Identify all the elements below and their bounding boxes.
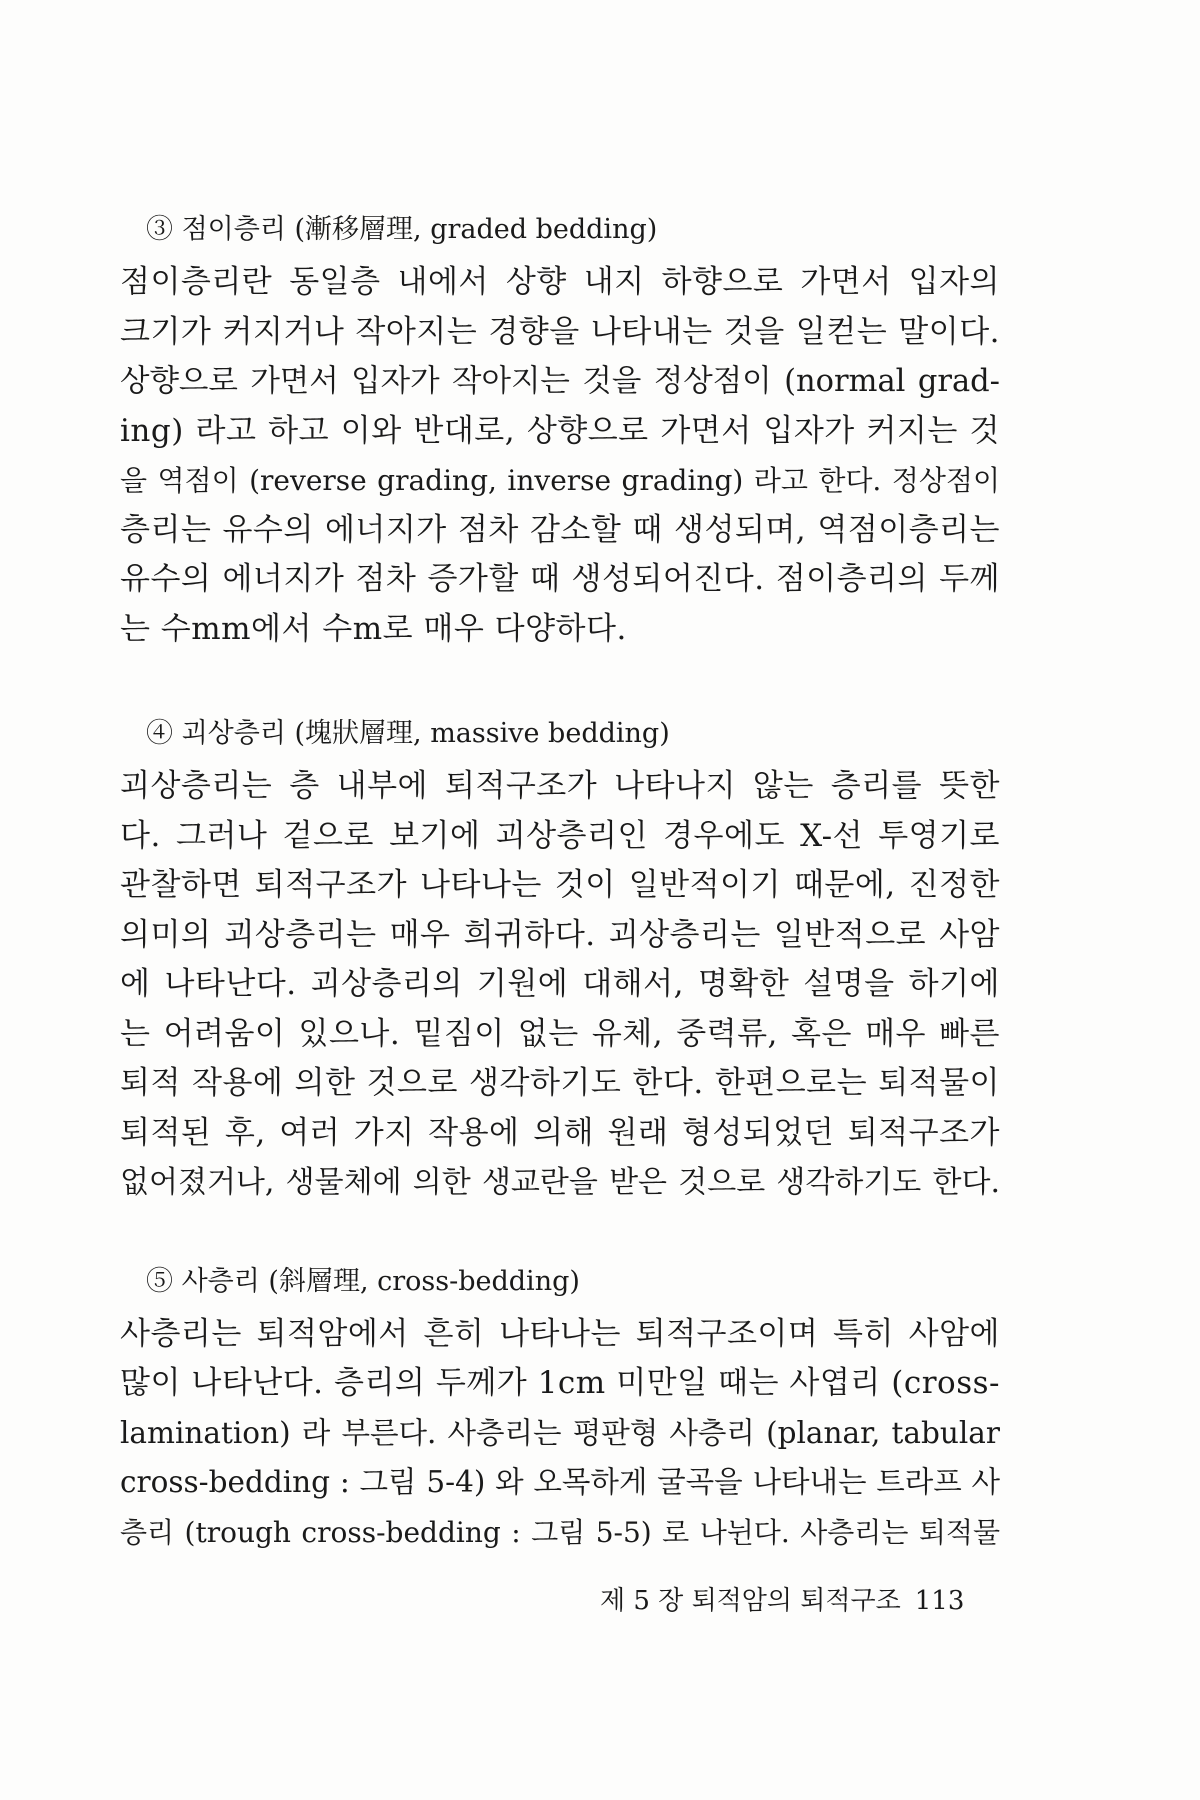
text-line: 많이 나타난다. 층리의 두께가 1cm 미만일 때는 사엽리 (cross- [120, 1365, 1000, 1401]
text-line: 크기가 커지거나 작아지는 경향을 나타내는 것을 일컫는 말이다. [120, 313, 1000, 350]
text-line: 점이층리란 동일층 내에서 상향 내지 하향으로 가면서 입자의 [120, 264, 1000, 300]
text-line: lamination) 라 부른다. 사층리는 평판형 사층리 (planar, tabular [120, 1415, 1000, 1450]
section-massive-bedding [120, 714, 1000, 1208]
text-line: 는 수mm에서 수m로 매우 다양하다. [120, 610, 627, 647]
text-line: 다. 그러나 겉으로 보기에 괴상층리인 경우에도 X-선 투영기로 [120, 817, 1000, 854]
text-line: 층리 (trough cross-bedding : 그림 5-5) 로 나뉜다. 사층리는 퇴적물 [120, 1515, 1000, 1549]
section-graded-bedding [120, 210, 1000, 654]
text-line: 괴상층리는 층 내부에 퇴적구조가 나타나지 않는 층리를 뜻한 [120, 768, 1000, 804]
text-line: 없어졌거나, 생물체에 의한 생교란을 받은 것으로 생각하기도 한다. [120, 1165, 1000, 1200]
text-line: 에 나타난다. 괴상층리의 기원에 대해서, 명확한 설명을 하기에 [120, 966, 1000, 1002]
text-line: ing) 라고 하고 이와 반대로, 상향으로 가면서 입자가 커지는 것 [120, 412, 1000, 449]
text-line: 을 역점이 (reverse grading, inverse grading) 라고 한다. 정상점이 [120, 464, 1000, 497]
section-spacer [120, 654, 1000, 714]
text-line: 퇴적된 후, 여러 가지 작용에 의해 원래 형성되었던 퇴적구조가 [120, 1114, 1000, 1151]
chapter-title: 제 5 장 퇴적암의 퇴적구조 [600, 1586, 901, 1616]
page-footer [600, 1583, 1000, 1619]
text-line: 사층리는 퇴적암에서 흔히 나타나는 퇴적구조이며 특히 사암에 [120, 1315, 1000, 1352]
section-heading: ⑤ 사층리 (斜層理, cross-bedding) [146, 1265, 580, 1297]
section-heading: ③ 점이층리 (漸移層理, graded bedding) [146, 214, 658, 245]
section-paragraph [120, 762, 1000, 1208]
text-line: 층리는 유수의 에너지가 점차 감소할 때 생성되며, 역점이층리는 [120, 511, 1000, 548]
section-cross-bedding [120, 1262, 1000, 1558]
page-number: 113 [914, 1586, 965, 1616]
text-line: 의미의 괴상층리는 매우 희귀하다. 괴상층리는 일반적으로 사암 [120, 916, 1000, 953]
section-paragraph [120, 258, 1000, 654]
text-line: 퇴적 작용에 의한 것으로 생각하기도 한다. 한편으로는 퇴적물이 [120, 1065, 1000, 1101]
section-heading: ④ 괴상층리 (塊狀層理, massive bedding) [146, 718, 670, 749]
text-line: cross-bedding : 그림 5-4) 와 오목하게 굴곡을 나타내는 트라프 사 [120, 1465, 1000, 1499]
text-line: 관찰하면 퇴적구조가 나타나는 것이 일반적이기 때문에, 진정한 [120, 867, 1000, 903]
text-line: 는 어려움이 있으나. 밑짐이 없는 유체, 중력류, 혹은 매우 빠른 [120, 1015, 1000, 1052]
section-spacer [120, 1208, 1000, 1262]
page-body [120, 210, 1000, 1557]
text-line: 유수의 에너지가 점차 증가할 때 생성되어진다. 점이층리의 두께 [120, 561, 1000, 597]
text-line: 상향으로 가면서 입자가 작아지는 것을 정상점이 (normal grad- [120, 364, 1000, 399]
section-paragraph [120, 1310, 1000, 1558]
